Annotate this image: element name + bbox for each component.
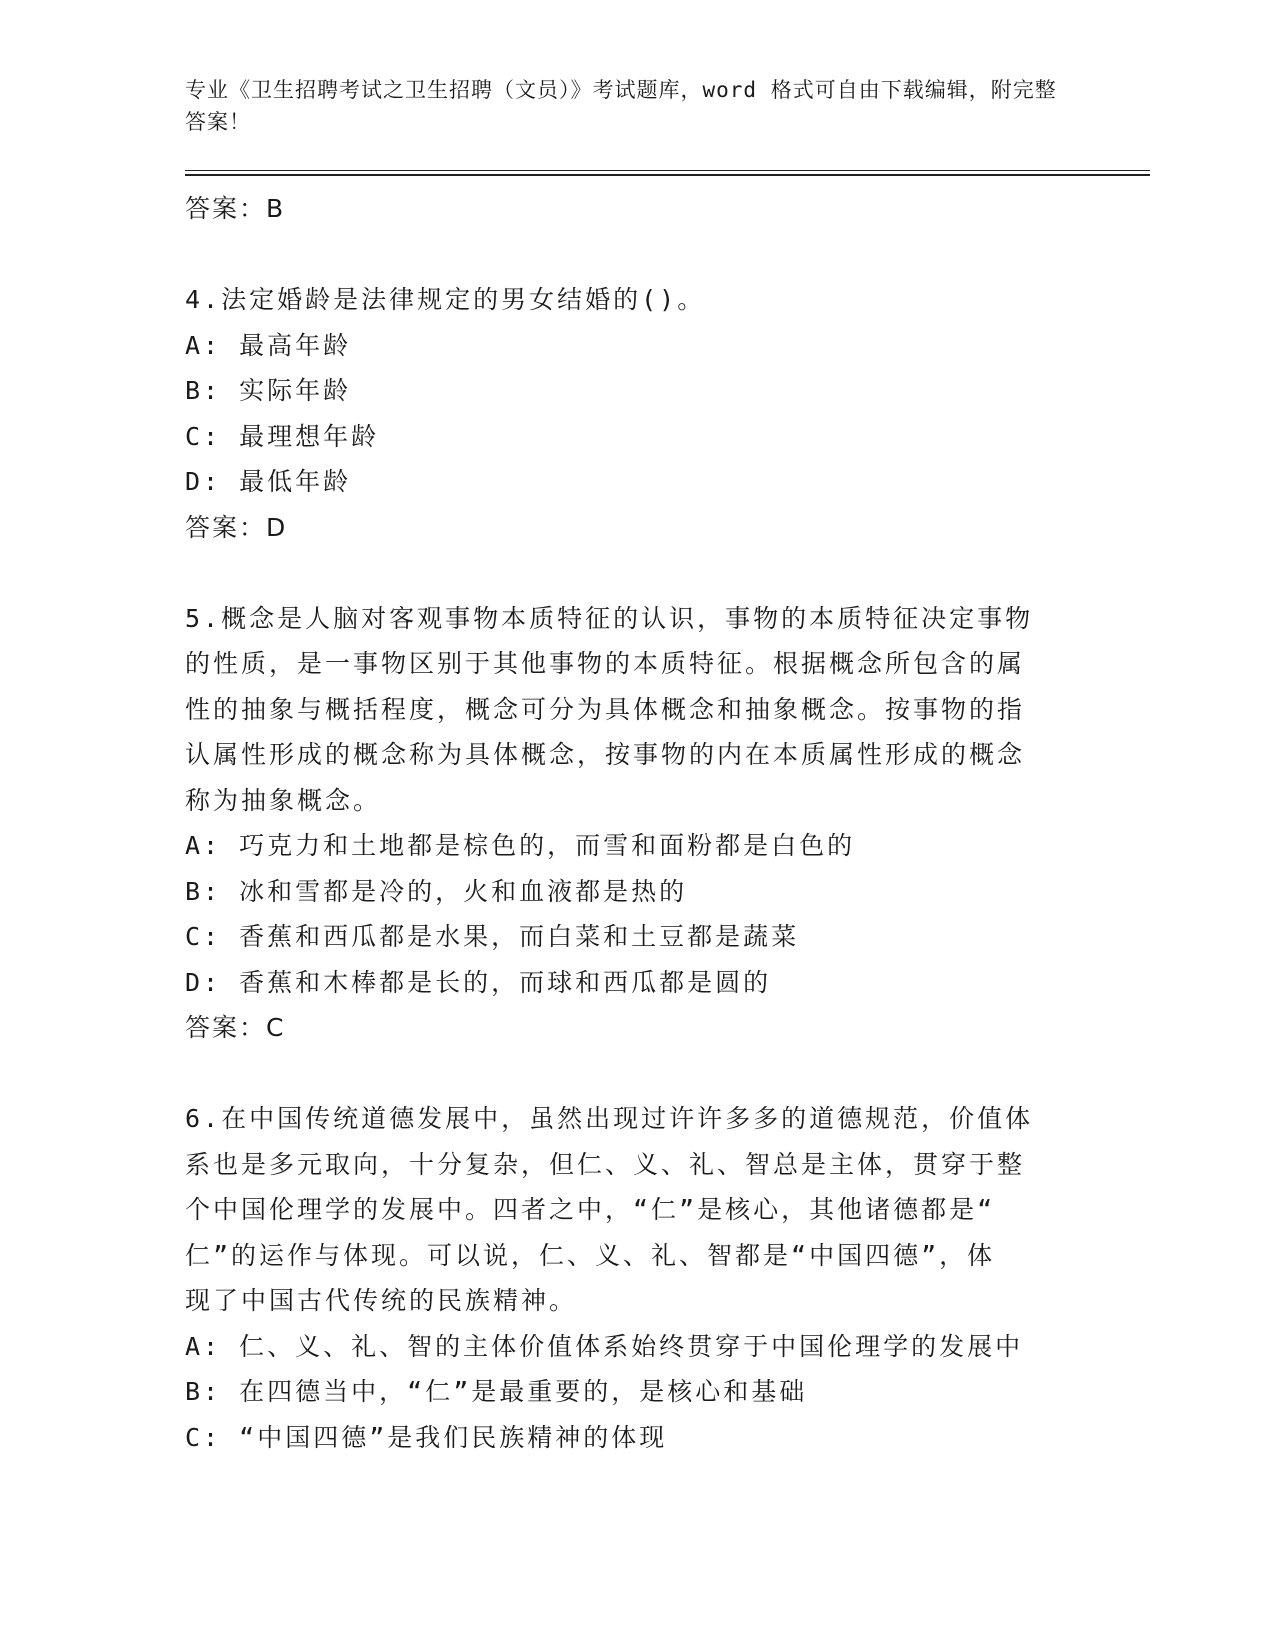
question-stem: 4.法定婚龄是法律规定的男女结婚的()。 bbox=[185, 285, 706, 314]
header-divider-thin bbox=[185, 170, 1150, 171]
option-a: A: 最高年龄 bbox=[185, 330, 352, 360]
question-block bbox=[185, 277, 1065, 550]
question-stem: 的性质，是一事物区别于其他事物的本质特征。根据概念所包含的属 bbox=[185, 649, 1026, 678]
document-header-description: 专业《卫生招聘考试之卫生招聘（文员）》考试题库，word 格式可自由下载编辑，附完整答案！ bbox=[185, 78, 1057, 134]
answer-value: D bbox=[266, 512, 288, 542]
option-c: C: 最理想年龄 bbox=[185, 421, 380, 451]
option-b: B: 冰和雪都是冷的，火和血液都是热的 bbox=[185, 876, 688, 906]
question-stem: 个中国伦理学的发展中。四者之中，“仁”是核心，其他诸德都是“ bbox=[185, 1195, 996, 1224]
question-stem: 5.概念是人脑对客观事物本质特征的认识，事物的本质特征决定事物 bbox=[185, 603, 1034, 633]
question-stem: 性的抽象与概括程度，概念可分为具体概念和抽象概念。按事物的指 bbox=[185, 694, 1026, 724]
answer-line bbox=[185, 1005, 1065, 1051]
option-d: D: 最低年龄 bbox=[185, 467, 352, 496]
answer-label: 答案： bbox=[185, 512, 267, 542]
question-stem: 仁”的运作与体现。可以说，仁、义、礼、智都是“中国四德”，体 bbox=[185, 1240, 996, 1270]
option-a: A: 巧克力和土地都是棕色的，而雪和面粉都是白色的 bbox=[185, 831, 856, 860]
option-b: B: 实际年龄 bbox=[185, 376, 352, 405]
option-d: D: 香蕉和木棒都是长的，而球和西瓜都是圆的 bbox=[185, 967, 772, 997]
question-stem: 系也是多元取向，十分复杂，但仁、义、礼、智总是主体，贯穿于整 bbox=[185, 1149, 1026, 1179]
question-stem: 称为抽象概念。 bbox=[185, 785, 382, 815]
answer-line bbox=[185, 186, 1065, 232]
answer-label: 答案： bbox=[185, 194, 267, 223]
question-stem: 6.在中国传统道德发展中，虽然出现过许许多多的道德规范，价值体 bbox=[185, 1104, 1034, 1133]
question-block bbox=[185, 1096, 1065, 1460]
option-c: C: “中国四德”是我们民族精神的体现 bbox=[185, 1422, 668, 1452]
question-block bbox=[185, 596, 1065, 1051]
question-stem: 认属性形成的概念称为具体概念，按事物的内在本质属性形成的概念 bbox=[185, 740, 1026, 769]
answer-value: B bbox=[266, 194, 286, 223]
option-a: A: 仁、义、礼、智的主体价值体系始终贯穿于中国伦理学的发展中 bbox=[185, 1331, 1024, 1361]
question-stem: 现了中国古代传统的民族精神。 bbox=[185, 1286, 578, 1315]
option-c: C: 香蕉和西瓜都是水果，而白菜和土豆都是蔬菜 bbox=[185, 922, 800, 951]
header-divider-thick bbox=[185, 174, 1150, 176]
option-b: B: 在四德当中，“仁”是最重要的，是核心和基础 bbox=[185, 1377, 808, 1406]
answer-line bbox=[185, 505, 1065, 551]
answer-label: 答案： bbox=[185, 1013, 267, 1042]
answer-value: C bbox=[266, 1013, 286, 1042]
question-content bbox=[185, 186, 1065, 1460]
